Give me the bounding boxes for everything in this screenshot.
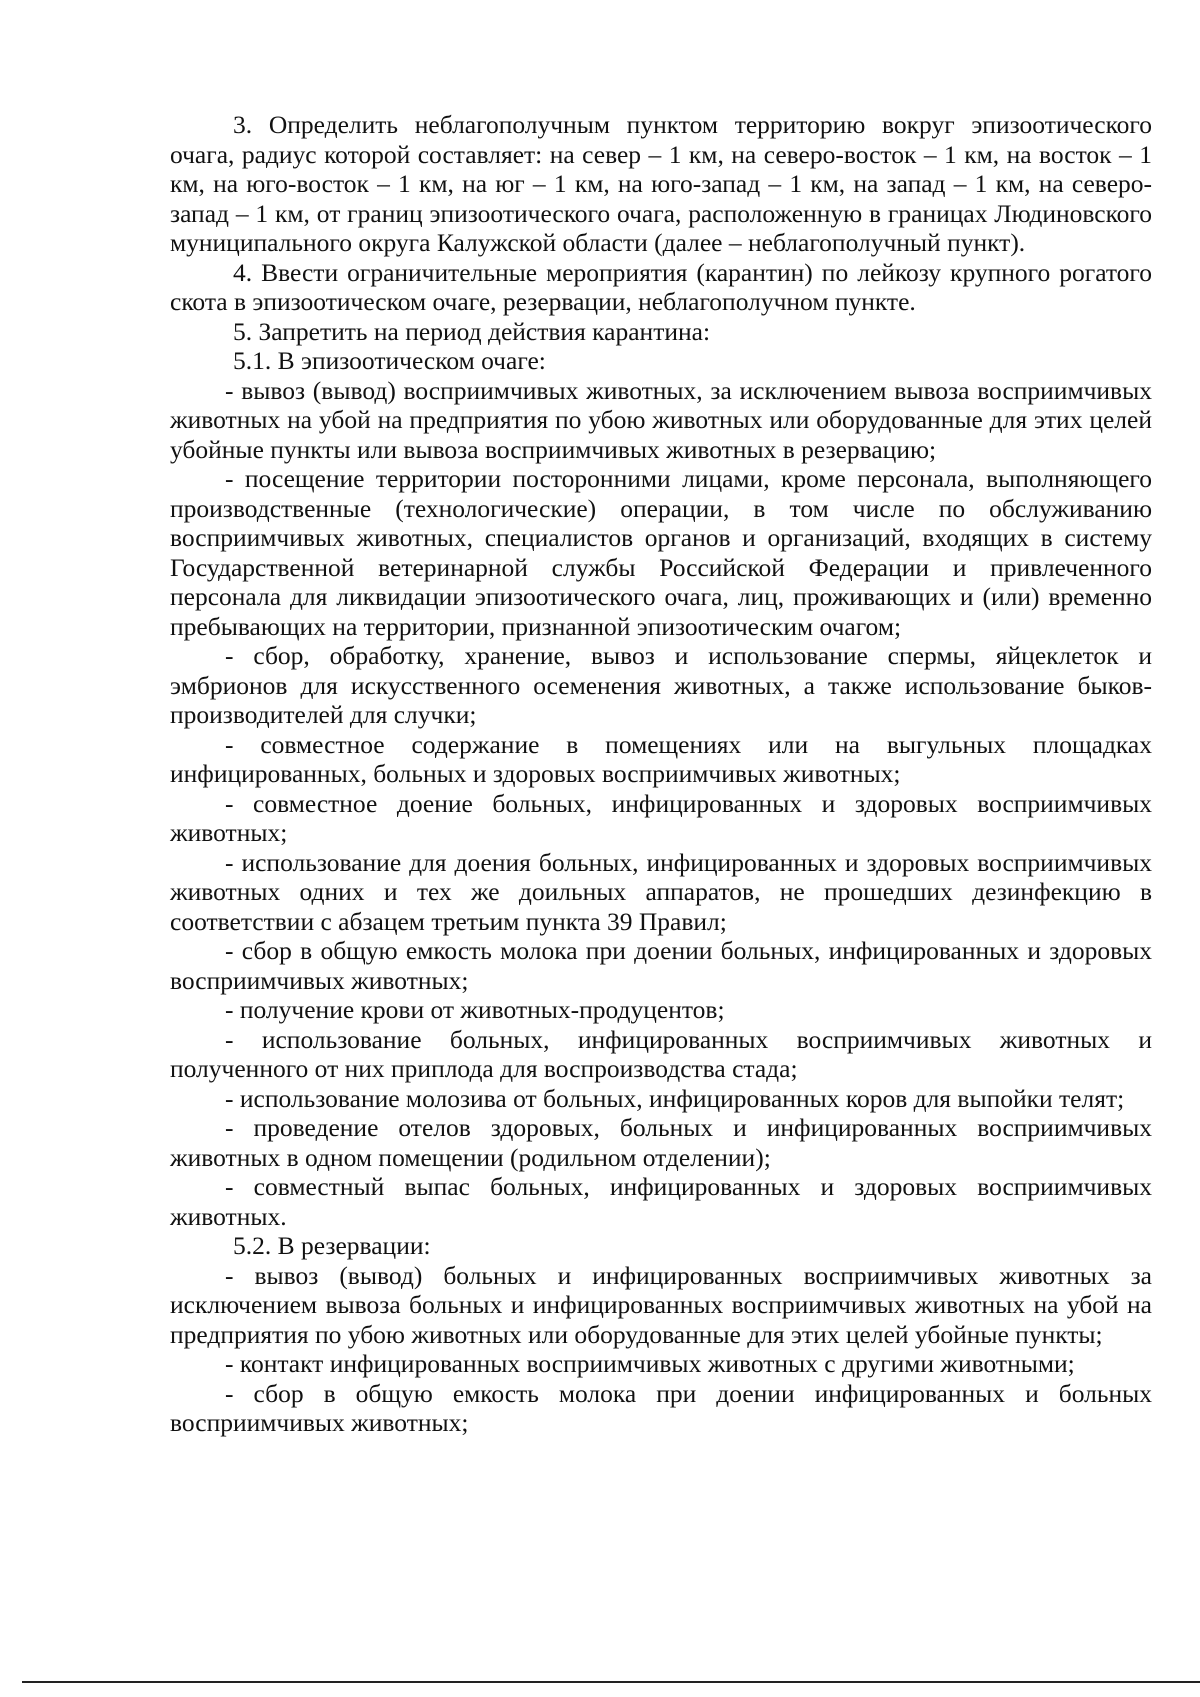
list-item: - сбор, обработку, хранение, вывоз и использование спермы, яйцеклеток и эмбрионов для искусственного осеменения животных, а также использование быков-производителей для случки; (170, 641, 1152, 729)
list-item: - вывоз (вывод) восприимчивых животных, за исключением вывоза восприимчивых животных на убой на предприятия по убою животных или оборудованные для этих целей убойные пункты или вывоза восприимчивых животных в резервацию; (170, 375, 1152, 464)
page-bottom-rule (22, 1681, 1200, 1683)
paragraph-5-1-heading: 5.1. В эпизоотическом очаге: (233, 346, 546, 375)
list-item: - сбор в общую емкость молока при доении больных, инфицированных и здоровых восприимчивых животных; (170, 936, 1152, 995)
list-item: - сбор в общую емкость молока при доении инфицированных и больных восприимчивых животных; (170, 1378, 1152, 1437)
list-item: - совместное содержание в помещениях или на выгульных площадках инфицированных, больных и здоровых восприимчивых животных; (170, 729, 1152, 788)
list-item: - использование для доения больных, инфицированных и здоровых восприимчивых животных одних и тех же доильных аппаратов, не прошедших дезинфекцию в соответствии с абзацем третьим пункта 39 Правил; (170, 847, 1152, 936)
paragraph-4: 4. Ввести ограничительные мероприятия (карантин) по лейкозу крупного рогатого скота в эпизоотическом очаге, резервации, неблагополучном пункте. (170, 257, 1152, 316)
list-item: - получение крови от животных-продуцентов; (225, 995, 725, 1024)
paragraph-5-2-heading: 5.2. В резервации: (233, 1231, 431, 1260)
list-item: - вывоз (вывод) больных и инфицированных восприимчивых животных за исключением вывоза больных и инфицированных восприимчивых животных на убой на предприятия по убою животных или оборудованные для этих целей убойные пункты; (170, 1260, 1152, 1349)
list-item: - использование больных, инфицированных восприимчивых животных и полученного от них приплода для воспроизводства стада; (170, 1024, 1152, 1083)
list-item: - посещение территории посторонними лицами, кроме персонала, выполняющего производственные (технологические) операции, в том числе по обслуживанию восприимчивых животных, специалистов органов и организаций, входящих в систему Государственной ветеринарной службы Российской Федерации и привлеченного персонала для ликвидации эпизоотического очага, лиц, проживающих и (или) временно пребывающих на территории, признанной эпизоотическим очагом; (170, 464, 1152, 641)
document-body (170, 110, 1152, 1438)
list-item: - совместный выпас больных, инфицированных и здоровых восприимчивых животных. (170, 1172, 1152, 1231)
paragraph-3: 3. Определить неблагополучным пунктом территорию вокруг эпизоотического очага, радиус которой составляет: на север – 1 км, на северо-восток – 1 км, на восток – 1 км, на юго-восток – 1 км, на юг – 1 км, на юго-запад – 1 км, на запад – 1 км, на северо-запад – 1 км, от границ эпизоотического очага, расположенную в границах Людиновского муниципального округа Калужской области (далее – неблагополучный пункт). (170, 110, 1152, 257)
paragraph-5-heading: 5. Запретить на период действия карантина: (233, 316, 711, 346)
list-item: - контакт инфицированных восприимчивых животных с другими животными; (225, 1349, 1075, 1378)
list-item: - совместное доение больных, инфицированных и здоровых восприимчивых животных; (170, 788, 1152, 847)
list-item: - использование молозива от больных, инфицированных коров для выпойки телят; (225, 1083, 1125, 1113)
list-item: - проведение отелов здоровых, больных и инфицированных восприимчивых животных в одном помещении (родильном отделении); (170, 1113, 1152, 1172)
